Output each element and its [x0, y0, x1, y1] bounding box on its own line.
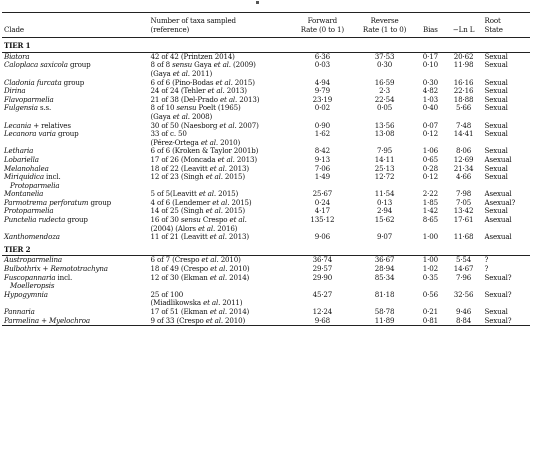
reverse-rate: 25·13 [374, 164, 395, 173]
table-row [2, 52, 530, 61]
clade-name: Fuscopannaria incl. [4, 273, 73, 282]
clade-name-continued: Protoparmelia [10, 180, 60, 190]
root-state: Sexual [484, 104, 508, 113]
header-root: Root [484, 16, 501, 25]
forward-rate: 36·74 [312, 255, 333, 265]
taxa-reference: (2004) (Alors et al. 2016) [150, 223, 238, 233]
clade-name: Pannaria [4, 308, 35, 316]
table-row [2, 79, 530, 88]
taxa-cell [148, 317, 291, 326]
root-state: Sexual? [484, 316, 512, 325]
reverse-rate: 12·72 [374, 173, 395, 182]
lnl-value: 18·88 [453, 95, 474, 104]
bias-value: 0·10 [422, 61, 438, 70]
bias-value: 0·40 [422, 104, 438, 113]
lnl-value: 12·69 [453, 155, 474, 164]
header-lnl-spacer [445, 13, 483, 26]
clade-cell [2, 265, 148, 274]
taxa-sampled: 5 of 5(Leavitt et al. 2015) [150, 190, 239, 199]
reverse-rate: 13·56 [374, 121, 395, 130]
lnl-value: 7·48 [455, 121, 472, 130]
taxa-sampled: 12 of 23 (Singh et al. 2015) [150, 173, 245, 182]
header-forward-rate: Rate (0 to 1) [292, 26, 353, 38]
root-state: Sexual [484, 308, 508, 316]
root-state: Sexual [484, 121, 508, 130]
taxa-cell [148, 79, 291, 88]
taxa-sampled: 42 of 42 (Printzen 2014) [150, 52, 235, 61]
taxa-cell [148, 96, 291, 105]
reverse-rate: 81·18 [374, 290, 395, 299]
forward-rate: 1·62 [314, 130, 330, 139]
forward-rate: 9·13 [314, 155, 330, 164]
table-header [2, 13, 530, 38]
table-row [2, 274, 530, 291]
reverse-rate: 14·11 [374, 155, 395, 164]
lnl-value: 22·16 [453, 87, 474, 96]
taxa-cell [148, 265, 291, 274]
bias-value: 0·07 [422, 121, 438, 130]
taxa-cell [148, 207, 291, 216]
lnl-value: 5·54 [455, 255, 472, 265]
reverse-rate: 36·67 [374, 255, 395, 265]
forward-rate: 1·49 [314, 173, 330, 182]
clade-name: Lobariella [4, 155, 39, 164]
clade-name: Austroparmelina [4, 255, 63, 265]
bias-value: 8·65 [422, 216, 438, 225]
root-state: Sexual [484, 52, 508, 61]
clade-name: Lecania + relatives [4, 121, 71, 130]
table-row [2, 61, 530, 78]
clade-name: Parmotrema perforatum group [4, 198, 112, 207]
reverse-rate: 7·95 [376, 147, 393, 156]
taxa-cell [148, 61, 291, 78]
reverse-rate: 2·3 [379, 87, 390, 96]
taxa-cell [148, 165, 291, 174]
forward-rate: 8·42 [314, 147, 330, 156]
bias-value: 0·28 [422, 164, 438, 173]
page-mark [256, 1, 259, 4]
taxa-sampled: 11 of 21 (Leavitt et al. 2013) [150, 233, 249, 242]
header-clade: Clade [2, 26, 148, 38]
clade-name: Fulgensia s.s. [4, 104, 52, 113]
lnl-value: 13·42 [453, 207, 474, 216]
taxa-sampled: 6 of 6 (Kroken & Taylor 2001b) [150, 147, 259, 156]
bias-value: 1·42 [422, 207, 438, 216]
root-state: Sexual [484, 130, 508, 139]
lnl-value: 5·66 [455, 104, 472, 113]
header-clade-spacer [2, 13, 148, 26]
clade-name: Bulbothrix + Remototrachyna [4, 265, 108, 274]
root-state: Asexual? [484, 198, 516, 207]
taxa-sampled: 4 of 6 (Lendemer et al. 2015) [150, 198, 252, 207]
table-body [2, 38, 530, 326]
bias-value: 0·81 [422, 316, 438, 325]
clade-cell [2, 130, 148, 147]
clade-name: Montanelia [4, 190, 44, 199]
table-row [2, 156, 530, 165]
root-state: Sexual [484, 61, 508, 70]
root-state: Asexual [484, 190, 512, 199]
clade-name: Parmelina + Myelochroa [4, 316, 90, 325]
tier1-label: TIER 1 [2, 38, 530, 53]
clade-cell [2, 52, 148, 61]
reverse-rate: 85·34 [374, 273, 395, 282]
bias-value: 0·65 [422, 155, 438, 164]
bias-value: 1·02 [422, 265, 438, 274]
taxa-sampled: 16 of 30 sensu Crespo et al. [150, 216, 247, 225]
bias-value: 0·17 [422, 52, 438, 61]
root-state: Asexual [484, 233, 512, 242]
taxa-sampled: 18 of 22 (Leavitt et al. 2013) [150, 164, 249, 173]
reverse-rate: 0·13 [376, 198, 393, 207]
header-taxa-ref: (reference) [148, 26, 291, 38]
table-row [2, 130, 530, 147]
lnl-value: 20·62 [453, 52, 474, 61]
forward-rate: 135·12 [310, 216, 335, 225]
table-row [2, 265, 530, 274]
lnl-value: 4·66 [455, 173, 472, 182]
root-state: Sexual [484, 147, 508, 156]
bias-value: 4·82 [422, 87, 438, 96]
table-row [2, 199, 530, 208]
taxa-cell [148, 308, 291, 317]
taxa-cell [148, 52, 291, 61]
clade-name: Letharia [4, 147, 34, 156]
root-state: Sexual? [484, 273, 512, 282]
taxa-sampled: 6 of 6 (Pino-Bodas et al. 2015) [150, 78, 255, 87]
reverse-rate: 0·05 [376, 104, 393, 113]
taxa-sampled: 14 of 25 (Singh et al. 2015) [150, 207, 245, 216]
reverse-rate: 11·89 [374, 316, 395, 325]
bias-value: 1·00 [422, 255, 438, 265]
taxa-sampled: 6 of 7 (Crespo et al. 2010) [150, 255, 241, 265]
bias-value: 1·03 [422, 95, 438, 104]
forward-rate: 9·68 [314, 316, 330, 325]
lnl-value: 7·96 [455, 273, 472, 282]
table-row [2, 165, 530, 174]
forward-rate: 45·27 [312, 290, 333, 299]
reverse-rate: 58·78 [374, 308, 395, 316]
lnl-value: 14·67 [453, 265, 474, 274]
lnl-value: 8·84 [455, 316, 472, 325]
root-state: ? [484, 265, 489, 274]
header-forward: Forward [307, 16, 338, 25]
root-state: Sexual [484, 95, 508, 104]
clade-name: Xanthomendoza [4, 233, 60, 242]
root-state: Sexual [484, 164, 508, 173]
clade-name: Flavoparmelia [4, 95, 54, 104]
clade-name: Hypogymnia [4, 290, 48, 299]
clade-cell [2, 61, 148, 78]
root-state: Sexual [484, 87, 508, 96]
table-row [2, 291, 530, 308]
reverse-rate: 9·07 [376, 233, 393, 242]
clade-cell [2, 96, 148, 105]
taxa-sampled: 12 of 30 (Ekman et al. 2014) [150, 273, 250, 282]
table-row [2, 233, 530, 242]
clade-name-continued: Moelleropsis [10, 281, 55, 291]
forward-rate: 9·79 [314, 87, 330, 96]
taxa-cell [148, 130, 291, 147]
taxa-reference: (Pérez-Ortega et al. 2010) [150, 137, 241, 147]
taxa-cell [148, 156, 291, 165]
bias-value: 1·85 [422, 198, 438, 207]
taxa-reference: (Gaya et al. 2011) [150, 68, 213, 78]
header-bias-spacer [416, 13, 444, 26]
clade-cell [2, 156, 148, 165]
clade-name: Caloplaca saxicola group [4, 61, 91, 70]
forward-rate: 29·57 [312, 265, 333, 274]
taxa-sampled: 17 of 26 (Moncada et al. 2013) [150, 155, 257, 164]
clade-name: Melanohalea [4, 164, 49, 173]
reverse-rate: 28·94 [374, 265, 395, 274]
forward-rate: 23·19 [312, 95, 333, 104]
clade-name: Protoparmelia [4, 207, 54, 216]
lnl-value: 14·41 [453, 130, 474, 139]
table-row [2, 207, 530, 216]
clade-cell [2, 256, 148, 265]
forward-rate: 0·90 [314, 121, 330, 130]
root-state: Sexual? [484, 290, 512, 299]
clade-name: Biatora [4, 52, 30, 61]
table-row [2, 317, 530, 326]
table-row [2, 87, 530, 96]
table-row [2, 122, 530, 131]
reverse-rate: 16·59 [374, 78, 395, 87]
taxa-cell [148, 233, 291, 242]
taxa-sampled: 17 of 51 (Ekman et al. 2014) [150, 308, 250, 316]
table-row [2, 308, 530, 317]
root-state: Sexual [484, 78, 508, 87]
reverse-rate: 11·54 [374, 190, 395, 199]
bias-value: 0·12 [422, 173, 438, 182]
taxa-cell [148, 256, 291, 265]
clade-cell [2, 317, 148, 326]
table-row [2, 173, 530, 190]
clade-name: Punctelia rudecta group [4, 216, 88, 225]
clade-cell [2, 87, 148, 96]
forward-rate: 25·67 [312, 190, 333, 199]
forward-rate: 9·06 [314, 233, 330, 242]
lnl-value: 17·61 [453, 216, 474, 225]
taxa-sampled: 21 of 38 (Del-Prado et al. 2013) [150, 95, 260, 104]
root-state: Asexual [484, 216, 512, 225]
root-state: Asexual [484, 155, 512, 164]
clade-cell [2, 207, 148, 216]
forward-rate: 12·24 [312, 308, 333, 316]
reverse-rate: 2·94 [376, 207, 393, 216]
lnl-value: 21·34 [453, 164, 474, 173]
bias-value: 0·21 [422, 308, 438, 316]
header-reverse: Reverse [370, 16, 399, 25]
lnl-value: 8·06 [455, 147, 472, 156]
reverse-rate: 22·54 [374, 95, 395, 104]
taxa-cell [148, 190, 291, 199]
tier1-heading-row [2, 38, 530, 53]
taxa-sampled: 9 of 33 (Crespo et al. 2010) [150, 316, 246, 325]
forward-rate: 7·06 [314, 164, 330, 173]
table-row [2, 190, 530, 199]
taxa-cell [148, 147, 291, 156]
taxa-sampled: 8 of 10 sensu Poelt (1965) [150, 104, 241, 113]
table-row [2, 104, 530, 121]
forward-rate: 29·90 [312, 273, 333, 282]
tier2-heading-row [2, 242, 530, 256]
clade-cell [2, 173, 148, 190]
clade-cell [2, 199, 148, 208]
taxa-cell [148, 104, 291, 121]
reverse-rate: 13·08 [374, 130, 395, 139]
taxa-reference: (Gaya et al. 2008) [150, 111, 213, 121]
bias-value: 1·06 [422, 147, 438, 156]
root-state: Sexual [484, 207, 508, 216]
forward-rate: 4·94 [314, 78, 330, 87]
clade-name: Miriquidica incl. [4, 173, 61, 182]
lnl-value: 16·16 [453, 78, 474, 87]
lnl-value: 7·05 [455, 198, 472, 207]
bias-value: 2·22 [422, 190, 438, 199]
header-reverse-rate: Rate (1 to 0) [353, 26, 416, 38]
table-row [2, 147, 530, 156]
tier2-label: TIER 2 [2, 242, 530, 256]
forward-rate: 0·24 [314, 198, 330, 207]
bias-value: 0·35 [422, 273, 438, 282]
forward-rate: 4·17 [314, 207, 330, 216]
root-state: ? [484, 255, 489, 265]
table-row [2, 96, 530, 105]
forward-rate: 6·36 [314, 52, 330, 61]
taxa-cell [148, 291, 291, 308]
taxa-reference: (Miadlikowska et al. 2011) [150, 298, 243, 308]
clade-cell [2, 291, 148, 308]
taxa-sampled: 18 of 49 (Crespo et al. 2010) [150, 265, 250, 274]
clade-cell [2, 147, 148, 156]
bias-value: 0·12 [422, 130, 438, 139]
clade-cell [2, 79, 148, 88]
bias-value: 1·00 [422, 233, 438, 242]
clade-cell [2, 233, 148, 242]
reverse-rate: 15·62 [374, 216, 395, 225]
forward-rate: 0·03 [314, 61, 330, 70]
taxa-cell [148, 216, 291, 233]
reverse-rate: 0·30 [376, 61, 393, 70]
clade-cell [2, 190, 148, 199]
clade-cell [2, 165, 148, 174]
bias-value: 0·56 [422, 290, 438, 299]
taxa-cell [148, 199, 291, 208]
root-state: Sexual [484, 173, 508, 182]
taxa-sampled: 30 of 50 (Naesborg et al. 2007) [150, 121, 259, 130]
clade-cell [2, 274, 148, 291]
lnl-value: 32·56 [453, 290, 474, 299]
clade-cell [2, 308, 148, 317]
table-row [2, 256, 530, 265]
taxa-cell [148, 173, 291, 190]
lnl-value: 9·46 [455, 308, 472, 316]
clade-cell [2, 216, 148, 233]
forward-rate: 0·02 [314, 104, 330, 113]
table-row [2, 216, 530, 233]
lnl-value: 7·98 [455, 190, 472, 199]
results-table [2, 12, 530, 326]
header-bias: Bias [416, 26, 444, 38]
clade-cell [2, 104, 148, 121]
lnl-value: 11·98 [453, 61, 474, 70]
header-lnl: −Ln L [445, 26, 483, 38]
taxa-cell [148, 122, 291, 131]
taxa-sampled: 33 of c. 50 [150, 130, 187, 139]
header-root-state: State [483, 26, 530, 38]
bias-value: 0·30 [422, 78, 438, 87]
lnl-value: 11·68 [453, 233, 474, 242]
taxa-sampled: 24 of 24 (Tehler et al. 2013) [150, 87, 247, 96]
taxa-sampled: 8 of 8 sensu Gaya et al. (2009) [150, 61, 256, 70]
clade-name: Dirina [4, 87, 26, 96]
taxa-sampled: 25 of 100 [150, 290, 184, 299]
reverse-rate: 37·53 [374, 52, 395, 61]
taxa-cell [148, 274, 291, 291]
clade-cell [2, 122, 148, 131]
clade-name: Lecanora varia group [4, 130, 79, 139]
taxa-cell [148, 87, 291, 96]
header-taxa: Number of taxa sampled [150, 16, 236, 25]
clade-name: Cladonia furcata group [4, 78, 85, 87]
